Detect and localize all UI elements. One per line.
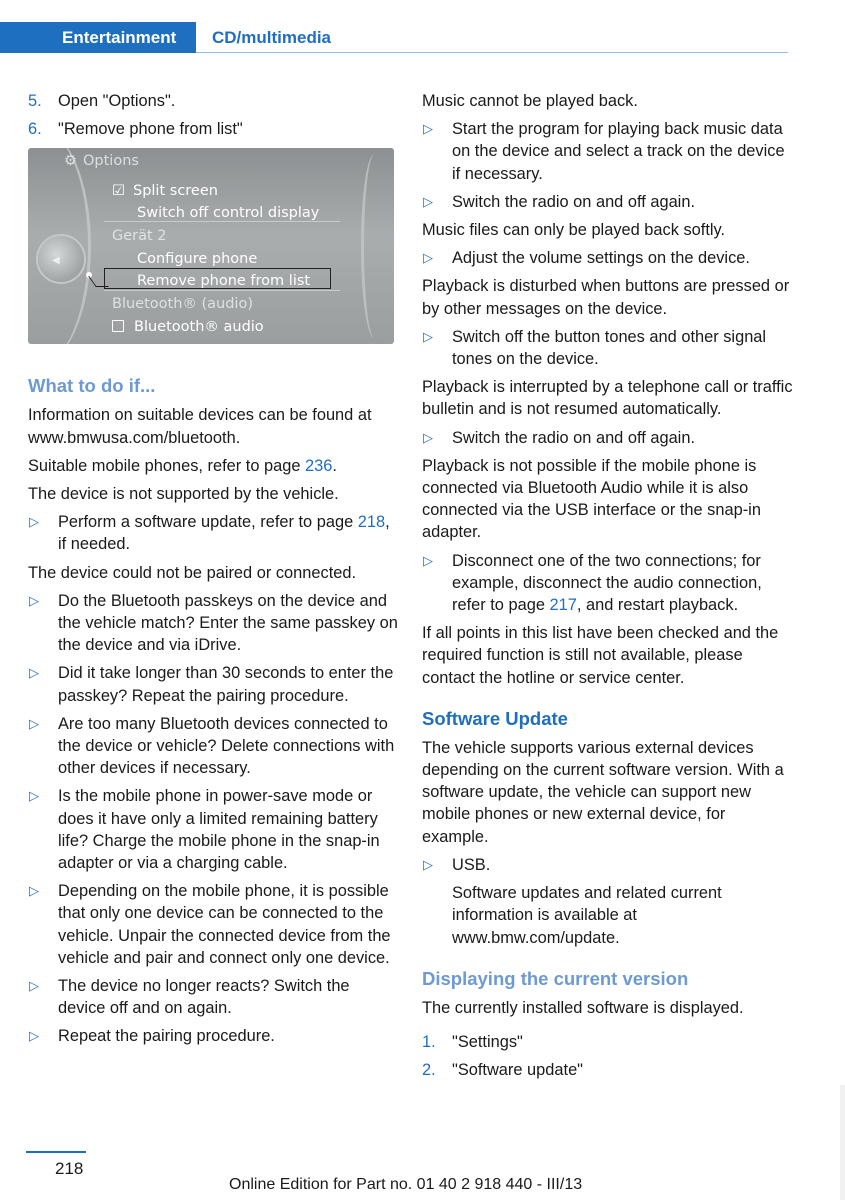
step-text: "Software update" — [452, 1061, 584, 1080]
menu-item-bt-audio[interactable] — [112, 316, 264, 338]
section-heading-what-to-do: What to do if... — [28, 375, 156, 397]
bullet-triangle-icon: ▷ — [423, 328, 433, 344]
bullet-triangle-icon: ▷ — [29, 514, 39, 530]
bullet-item: ▷ Are too many Bluetooth devices connected to the device or vehicle? Delete connections with other devices if necessary. — [29, 714, 395, 778]
footer-rule — [26, 1151, 86, 1153]
paragraph: Information on suitable devices can be found at www.bmwusa.com/bluetooth. — [28, 406, 372, 447]
bullet-triangle-icon: ▷ — [423, 193, 433, 209]
paragraph: The device could not be paired or connected. — [28, 563, 357, 582]
bullet-item: ▷ Switch the radio on and off again. — [422, 191, 794, 213]
bullet-item: ▷ Is the mobile phone in power-save mode or does it have only a limited remaining battery life? Charge the mobile phone in the snap-in adapter or via a charging cable. — [29, 787, 380, 873]
idrive-options-screen — [28, 148, 394, 344]
bullet-item: ▷ USB. — [422, 854, 794, 876]
paragraph: Playback is disturbed when buttons are pressed or by other messages on the device. — [422, 277, 790, 318]
edition-note: Online Edition for Part no. 01 40 2 918 440 - III/13 — [229, 1176, 583, 1193]
bullet-item: ▷ Switch the radio on and off again. — [422, 427, 794, 449]
checkmark-icon: ☑ — [112, 183, 125, 200]
paragraph: The vehicle supports various external devices depending on the current software version. With a software update, the vehicle can support new mobile phones or new external device, for example. — [422, 738, 784, 846]
bullet-triangle-icon: ▷ — [29, 665, 39, 681]
page-edge-shade — [840, 1085, 845, 1200]
paragraph: Playback is interrupted by a telephone call or traffic bulletin and is not resumed automatically. — [422, 378, 793, 419]
knob-arrow-icon: ◀ — [52, 255, 60, 267]
menu-item-split-screen[interactable] — [112, 180, 218, 202]
bullet-item: ▷ Switch off the button tones and other signal tones on the device. — [423, 327, 767, 369]
step-item — [28, 90, 400, 112]
bullet-triangle-icon: ▷ — [423, 121, 433, 137]
page-header — [0, 0, 845, 56]
step-item — [28, 118, 400, 140]
checkbox-icon — [112, 320, 124, 332]
bullet-item: ▷ Did it take longer than 30 seconds to enter the passkey? Repeat the pairing procedure. — [29, 664, 394, 705]
paragraph: Music files can only be played back softly. — [422, 221, 726, 240]
chapter-tab[interactable]: Entertainment — [0, 22, 196, 53]
paragraph: Playback is not possible if the mobile phone is connected via Bluetooth Audio while it is also connected via the USB interface or the snap-in adapter. — [422, 456, 761, 542]
step-text: "Remove phone from list" — [58, 120, 243, 139]
step-number: 5. — [28, 92, 42, 110]
step-number: 1. — [422, 1032, 436, 1051]
menu-item-label: Split screen — [133, 183, 218, 200]
left-column — [28, 90, 400, 1054]
paragraph: Suitable mobile phones, refer to page 236. — [28, 456, 337, 475]
bullet-triangle-icon: ▷ — [29, 1028, 39, 1044]
menu-header-device: Gerät 2 — [112, 228, 167, 245]
bullet-item: ▷ Start the program for playing back music data on the device and select a track on the device if necessary. — [423, 120, 785, 183]
step-item — [422, 1059, 794, 1081]
step-item — [422, 1031, 794, 1053]
bullet-item: ▷ The device no longer reacts? Switch the device off and on again. — [29, 977, 350, 1018]
bullet-triangle-icon: ▷ — [423, 250, 433, 266]
bullet-triangle-icon: ▷ — [423, 429, 433, 445]
step-text: "Settings" — [452, 1032, 523, 1051]
gear-icon: ⚙ — [64, 153, 77, 170]
step-number: 6. — [28, 120, 42, 139]
bullet-triangle-icon: ▷ — [29, 715, 39, 731]
bullet-item: ▷ Adjust the volume settings on the device. — [422, 247, 794, 269]
bullet-triangle-icon: ▷ — [29, 978, 39, 994]
paragraph: The device is not supported by the vehicle. — [28, 485, 339, 504]
page-number: 218 — [55, 1159, 84, 1178]
paragraph: If all points in this list have been checked and the required function is still not available, please contact the hotline or service center. — [422, 624, 779, 687]
bullet-item: ▷ Repeat the pairing procedure. — [28, 1025, 400, 1047]
menu-item-switch-off[interactable]: Switch off control display — [137, 205, 320, 222]
bullet-note: Software updates and related current information is available at www.bmw.com/update. — [452, 884, 722, 947]
page-link[interactable]: 236 — [305, 456, 333, 475]
bullet-triangle-icon: ▷ — [29, 788, 39, 804]
section-heading-current-version: Displaying the current version — [422, 967, 689, 989]
header-rule — [196, 52, 788, 53]
menu-item-label: Bluetooth® audio — [134, 319, 264, 336]
section-title[interactable]: CD/multimedia — [212, 28, 332, 47]
bullet-item: ▷ Depending on the mobile phone, it is possible that only one device can be connected to the vehicle. Unpair the connected device from the vehicle and pair and connect only one device. — [29, 882, 391, 967]
bullet-item: ▷ Do the Bluetooth passkeys on the device and the vehicle match? Enter the same passkey on the device and via iDrive. — [29, 591, 398, 655]
page-link[interactable]: 217 — [549, 596, 577, 615]
screen-title: Options — [83, 153, 139, 170]
section-heading-software-update: Software Update — [422, 707, 568, 729]
bullet-triangle-icon: ▷ — [423, 552, 433, 568]
bullet-triangle-icon: ▷ — [29, 883, 39, 899]
right-column — [422, 90, 794, 1087]
options-title-row — [64, 150, 139, 172]
paragraph: The currently installed software is displayed. — [422, 998, 744, 1017]
menu-separator — [104, 290, 340, 291]
bullet-triangle-icon: ▷ — [423, 856, 433, 872]
menu-item-configure-phone[interactable]: Configure phone — [137, 251, 258, 268]
step-number: 2. — [422, 1061, 436, 1080]
paragraph: Music cannot be played back. — [422, 92, 638, 110]
menu-separator — [104, 221, 340, 222]
bullet-item: ▷ Perform a software update, refer to page 218, if needed. — [29, 513, 390, 554]
step-text: Open "Options". — [58, 92, 176, 110]
bullet-triangle-icon: ▷ — [29, 592, 39, 608]
bullet-item: ▷ Disconnect one of the two connections; for example, disconnect the audio connection, refer to page 217, and restart playback. — [423, 551, 762, 615]
menu-header-bt-audio: Bluetooth® (audio) — [112, 296, 253, 313]
menu-item-remove-phone[interactable]: Remove phone from list — [137, 273, 311, 290]
page-link[interactable]: 218 — [357, 513, 386, 532]
screen-right-arc — [361, 154, 388, 338]
